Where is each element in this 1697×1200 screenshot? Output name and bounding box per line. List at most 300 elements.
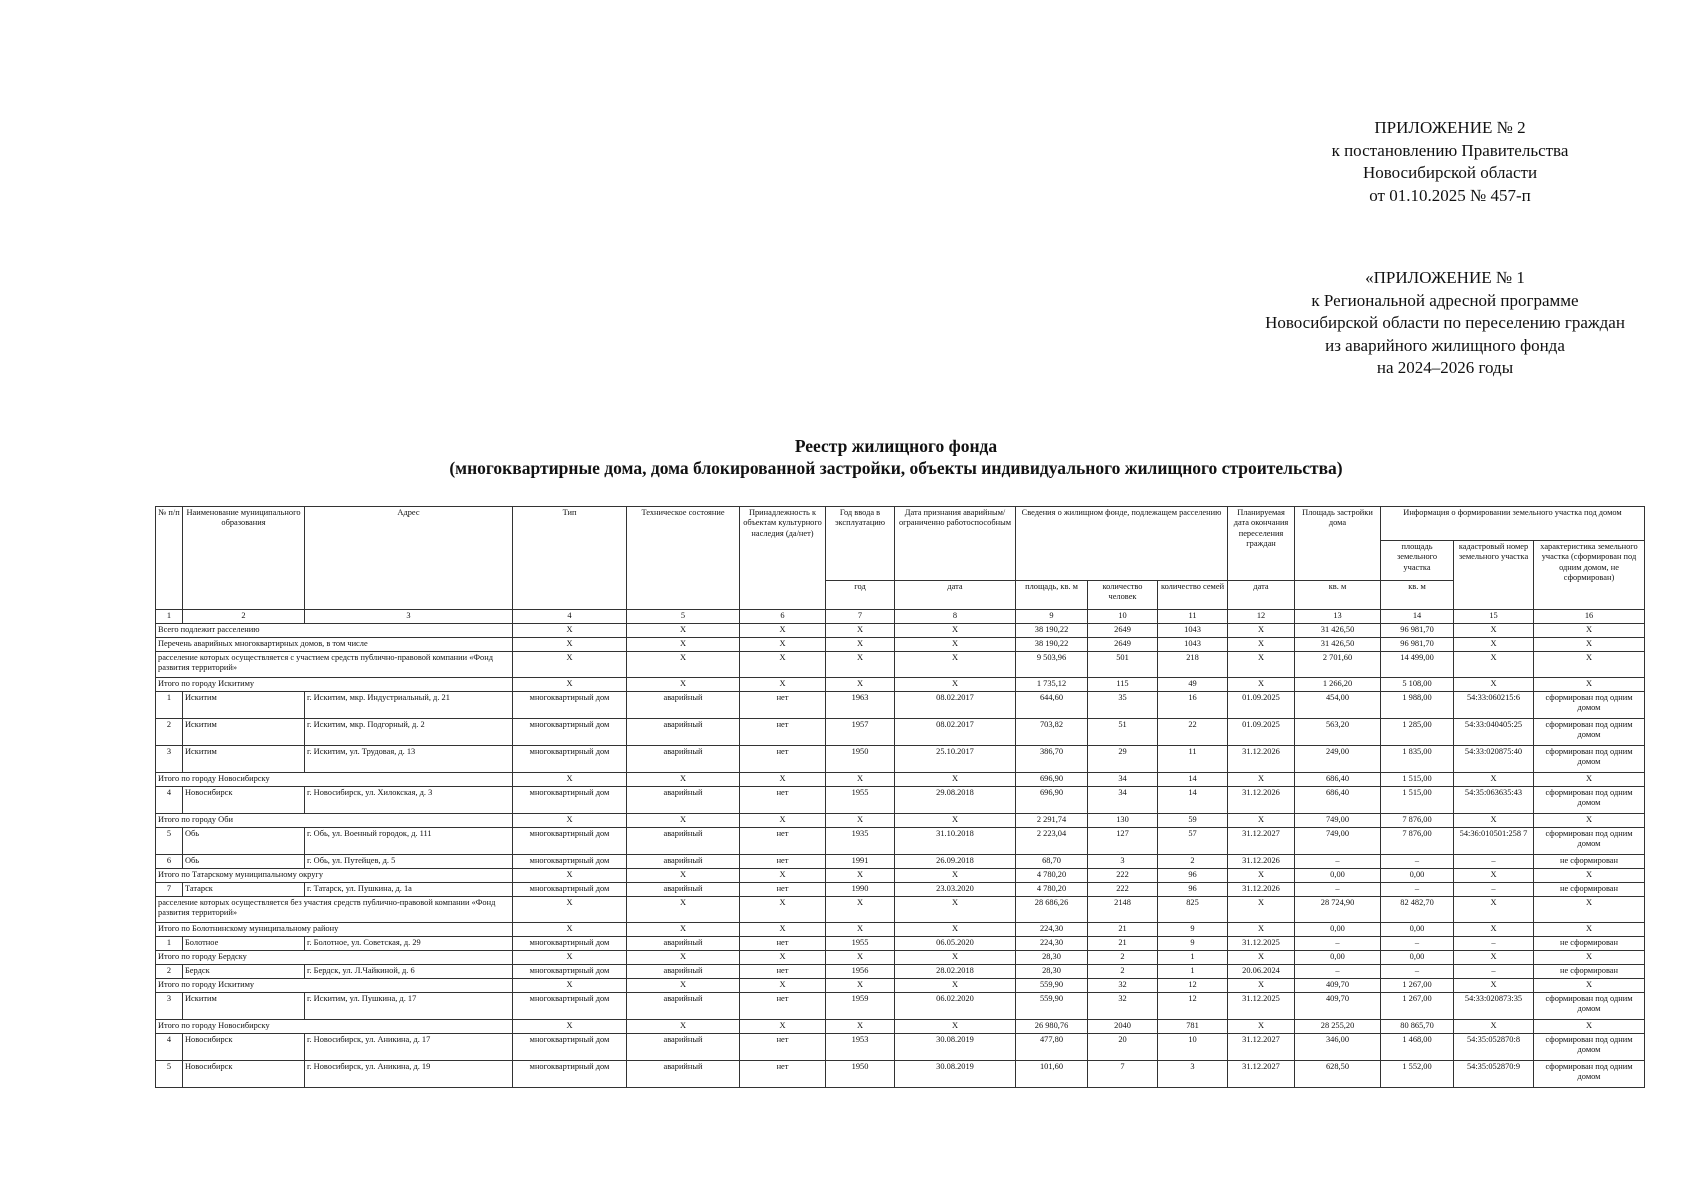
header-year-commission: Год ввода в эксплуатацию: [826, 507, 895, 581]
summary-cell: X: [627, 814, 740, 828]
row-area: 696,90: [1016, 787, 1088, 814]
row-planned-date: 01.09.2025: [1228, 719, 1295, 746]
summary-cell: 218: [1158, 652, 1228, 678]
summary-cell: X: [513, 638, 627, 652]
row-planned-date: 31.12.2025: [1228, 993, 1295, 1020]
row-address: г. Обь, ул. Военный городок, д. 111: [305, 828, 513, 855]
housing-registry-table: [155, 506, 1645, 1088]
summary-cell: X: [740, 652, 826, 678]
row-heritage: нет: [740, 787, 826, 814]
row-area: 2 223,04: [1016, 828, 1088, 855]
summary-cell: 96: [1158, 869, 1228, 883]
table-row: [156, 692, 1645, 719]
header-sqm13: кв. м: [1295, 581, 1381, 610]
row-built-area: 686,40: [1295, 787, 1381, 814]
row-cadastral: 54:35:052870:9: [1454, 1061, 1534, 1088]
row-year: 1935: [826, 828, 895, 855]
summary-cell: X: [895, 951, 1016, 965]
column-number: 8: [895, 610, 1016, 624]
row-year: 1955: [826, 937, 895, 951]
row-condition: аварийный: [627, 1061, 740, 1088]
summary-cell: 31 426,50: [1295, 624, 1381, 638]
row-planned-date: 31.12.2026: [1228, 855, 1295, 869]
row-number: 1: [156, 692, 183, 719]
row-condition: аварийный: [627, 993, 740, 1020]
summary-cell: X: [627, 652, 740, 678]
summary-row: [156, 979, 1645, 993]
summary-cell: X: [895, 1020, 1016, 1034]
row-cadastral: 54:36:010501:258 7: [1454, 828, 1534, 855]
summary-label: Итого по городу Новосибирску: [156, 773, 513, 787]
summary-cell: X: [740, 814, 826, 828]
appendix-2-line: к постановлению Правительства: [1331, 140, 1569, 160]
summary-cell: X: [1228, 624, 1295, 638]
row-type: многоквартирный дом: [513, 828, 627, 855]
row-date: 31.10.2018: [895, 828, 1016, 855]
table-row: [156, 787, 1645, 814]
row-address: г. Болотное, ул. Советская, д. 29: [305, 937, 513, 951]
summary-cell: X: [627, 624, 740, 638]
summary-cell: 28,30: [1016, 951, 1088, 965]
summary-cell: X: [513, 624, 627, 638]
row-built-area: 563,20: [1295, 719, 1381, 746]
summary-cell: X: [1454, 923, 1534, 937]
summary-cell: X: [1454, 869, 1534, 883]
header-condition: Техническое состояние: [627, 507, 740, 610]
row-cadastral: 54:33:040405:25: [1454, 719, 1534, 746]
column-number: 11: [1158, 610, 1228, 624]
row-land-area: –: [1381, 965, 1454, 979]
row-families: 10: [1158, 1034, 1228, 1061]
summary-cell: X: [1534, 979, 1645, 993]
row-number: 5: [156, 1061, 183, 1088]
summary-cell: X: [826, 923, 895, 937]
summary-cell: 749,00: [1295, 814, 1381, 828]
header-municipality: Наименование муниципального образования: [183, 507, 305, 610]
row-planned-date: 31.12.2026: [1228, 746, 1295, 773]
summary-row: [156, 678, 1645, 692]
row-heritage: нет: [740, 719, 826, 746]
row-land-area: 1 285,00: [1381, 719, 1454, 746]
row-year: 1953: [826, 1034, 895, 1061]
summary-cell: X: [895, 652, 1016, 678]
row-planned-date: 31.12.2026: [1228, 883, 1295, 897]
summary-cell: X: [1228, 897, 1295, 923]
summary-cell: 0,00: [1381, 951, 1454, 965]
appendix-1-line: к Региональной адресной программе: [1311, 290, 1579, 310]
summary-cell: X: [1228, 678, 1295, 692]
summary-cell: X: [740, 923, 826, 937]
summary-cell: X: [1228, 652, 1295, 678]
row-address: г. Искитим, ул. Пушкина, д. 17: [305, 993, 513, 1020]
summary-cell: 26 980,76: [1016, 1020, 1088, 1034]
row-address: г. Новосибирск, ул. Хилокская, д. 3: [305, 787, 513, 814]
header-cadastral: кадастровый номер земельного участка: [1454, 541, 1534, 610]
row-people: 34: [1088, 787, 1158, 814]
header-recognition-date: Дата признания аварийным/ограниченно работоспособным: [895, 507, 1016, 581]
header-sqm14: кв. м: [1381, 581, 1454, 610]
summary-label: Итого по городу Оби: [156, 814, 513, 828]
summary-cell: 28 724,90: [1295, 897, 1381, 923]
summary-cell: 686,40: [1295, 773, 1381, 787]
summary-cell: X: [513, 951, 627, 965]
row-people: 51: [1088, 719, 1158, 746]
summary-cell: 115: [1088, 678, 1158, 692]
row-land-area: 1 552,00: [1381, 1061, 1454, 1088]
summary-label: Итого по городу Новосибирску: [156, 1020, 513, 1034]
row-land-area: 1 835,00: [1381, 746, 1454, 773]
row-heritage: нет: [740, 855, 826, 869]
header-date2: дата: [1228, 581, 1295, 610]
row-people: 20: [1088, 1034, 1158, 1061]
row-condition: аварийный: [627, 1034, 740, 1061]
header-land-char: характеристика земельного участка (сформирован под одним домом, не сформирован): [1534, 541, 1645, 610]
row-municipality: Искитим: [183, 719, 305, 746]
table-row: [156, 1034, 1645, 1061]
summary-row: [156, 814, 1645, 828]
summary-cell: X: [1454, 951, 1534, 965]
summary-cell: X: [1454, 1020, 1534, 1034]
row-address: г. Обь, ул. Путейцев, д. 5: [305, 855, 513, 869]
summary-cell: X: [513, 1020, 627, 1034]
summary-cell: X: [627, 678, 740, 692]
row-people: 21: [1088, 937, 1158, 951]
summary-cell: X: [740, 869, 826, 883]
row-date: 08.02.2017: [895, 692, 1016, 719]
summary-cell: X: [826, 951, 895, 965]
row-planned-date: 31.12.2026: [1228, 787, 1295, 814]
header-year: год: [826, 581, 895, 610]
row-municipality: Татарск: [183, 883, 305, 897]
row-planned-date: 31.12.2025: [1228, 937, 1295, 951]
summary-cell: 781: [1158, 1020, 1228, 1034]
row-area: 68,70: [1016, 855, 1088, 869]
summary-label: Перечень аварийных многоквартирных домов, в том числе: [156, 638, 513, 652]
summary-cell: X: [627, 923, 740, 937]
row-land-char: не сформирован: [1534, 937, 1645, 951]
row-type: многоквартирный дом: [513, 1061, 627, 1088]
summary-cell: 14: [1158, 773, 1228, 787]
row-planned-date: 20.06.2024: [1228, 965, 1295, 979]
table-row: [156, 937, 1645, 951]
summary-cell: X: [1454, 652, 1534, 678]
summary-cell: X: [1534, 652, 1645, 678]
row-land-char: не сформирован: [1534, 965, 1645, 979]
table-row: [156, 719, 1645, 746]
summary-cell: 1 515,00: [1381, 773, 1454, 787]
row-area: 703,82: [1016, 719, 1088, 746]
summary-row: [156, 638, 1645, 652]
summary-cell: X: [826, 638, 895, 652]
appendix-2-line: ПРИЛОЖЕНИЕ № 2: [1374, 118, 1526, 137]
column-number: 7: [826, 610, 895, 624]
row-heritage: нет: [740, 1034, 826, 1061]
summary-cell: X: [627, 1020, 740, 1034]
row-land-char: сформирован под одним домом: [1534, 787, 1645, 814]
summary-cell: X: [1534, 869, 1645, 883]
summary-cell: 0,00: [1295, 869, 1381, 883]
appendix-1-line: Новосибирской области по переселению граждан: [1265, 313, 1625, 332]
summary-cell: 96 981,70: [1381, 638, 1454, 652]
row-condition: аварийный: [627, 719, 740, 746]
summary-label: расселение которых осуществляется с участием средств публично-правовой компании «Фонд развития территорий»: [156, 652, 513, 678]
summary-cell: X: [513, 773, 627, 787]
summary-cell: 559,90: [1016, 979, 1088, 993]
summary-cell: X: [895, 979, 1016, 993]
table-row: [156, 1061, 1645, 1088]
summary-cell: X: [1228, 869, 1295, 883]
summary-cell: X: [1534, 814, 1645, 828]
row-planned-date: 01.09.2025: [1228, 692, 1295, 719]
row-land-area: 7 876,00: [1381, 828, 1454, 855]
column-number: 14: [1381, 610, 1454, 624]
row-land-area: 1 988,00: [1381, 692, 1454, 719]
row-people: 7: [1088, 1061, 1158, 1088]
summary-cell: X: [826, 814, 895, 828]
summary-cell: 501: [1088, 652, 1158, 678]
table-body: [156, 624, 1645, 1088]
row-date: 29.08.2018: [895, 787, 1016, 814]
row-families: 14: [1158, 787, 1228, 814]
row-families: 57: [1158, 828, 1228, 855]
summary-cell: X: [740, 979, 826, 993]
summary-cell: X: [740, 678, 826, 692]
row-year: 1963: [826, 692, 895, 719]
row-address: г. Искитим, мкр. Подгорный, д. 2: [305, 719, 513, 746]
summary-cell: X: [740, 897, 826, 923]
row-number: 4: [156, 787, 183, 814]
summary-cell: X: [740, 624, 826, 638]
row-land-char: сформирован под одним домом: [1534, 719, 1645, 746]
row-date: 30.08.2019: [895, 1061, 1016, 1088]
summary-cell: 825: [1158, 897, 1228, 923]
summary-cell: X: [895, 624, 1016, 638]
row-condition: аварийный: [627, 965, 740, 979]
appendix-2-header: [1260, 117, 1640, 207]
row-cadastral: 54:35:052870:8: [1454, 1034, 1534, 1061]
row-number: 2: [156, 965, 183, 979]
summary-cell: X: [895, 814, 1016, 828]
row-families: 96: [1158, 883, 1228, 897]
row-condition: аварийный: [627, 828, 740, 855]
row-year: 1990: [826, 883, 895, 897]
header-planned-date: Планируемая дата окончания переселения граждан: [1228, 507, 1295, 581]
row-planned-date: 31.12.2027: [1228, 1034, 1295, 1061]
header-date: дата: [895, 581, 1016, 610]
summary-cell: X: [895, 923, 1016, 937]
row-number: 7: [156, 883, 183, 897]
table-row: [156, 855, 1645, 869]
column-number: 15: [1454, 610, 1534, 624]
summary-cell: X: [1534, 1020, 1645, 1034]
summary-cell: 1 735,12: [1016, 678, 1088, 692]
row-number: 5: [156, 828, 183, 855]
row-built-area: –: [1295, 965, 1381, 979]
row-cadastral: 54:35:063635:43: [1454, 787, 1534, 814]
summary-row: [156, 624, 1645, 638]
table-row: [156, 746, 1645, 773]
row-cadastral: –: [1454, 937, 1534, 951]
summary-label: Итого по городу Искитиму: [156, 979, 513, 993]
summary-cell: X: [627, 897, 740, 923]
appendix-2-line: от 01.10.2025 № 457-п: [1369, 185, 1531, 205]
row-date: 28.02.2018: [895, 965, 1016, 979]
summary-cell: X: [1534, 951, 1645, 965]
row-number: 2: [156, 719, 183, 746]
table-row: [156, 828, 1645, 855]
row-municipality: Новосибирск: [183, 787, 305, 814]
row-area: 644,60: [1016, 692, 1088, 719]
summary-cell: X: [627, 638, 740, 652]
summary-cell: 409,70: [1295, 979, 1381, 993]
row-cadastral: –: [1454, 855, 1534, 869]
row-number: 4: [156, 1034, 183, 1061]
summary-cell: 7 876,00: [1381, 814, 1454, 828]
summary-cell: X: [513, 979, 627, 993]
row-type: многоквартирный дом: [513, 993, 627, 1020]
column-number: 3: [305, 610, 513, 624]
summary-row: [156, 923, 1645, 937]
registry-title-line1: Реестр жилищного фонда: [794, 436, 998, 456]
row-date: 23.03.2020: [895, 883, 1016, 897]
summary-cell: X: [826, 678, 895, 692]
header-built-area: Площадь застройки дома: [1295, 507, 1381, 581]
row-people: 32: [1088, 993, 1158, 1020]
summary-cell: 59: [1158, 814, 1228, 828]
summary-row: [156, 1020, 1645, 1034]
summary-cell: X: [740, 773, 826, 787]
summary-cell: 2649: [1088, 638, 1158, 652]
summary-label: Итого по Болотнинскому муниципальному району: [156, 923, 513, 937]
row-families: 22: [1158, 719, 1228, 746]
row-date: 30.08.2019: [895, 1034, 1016, 1061]
row-families: 3: [1158, 1061, 1228, 1088]
row-people: 3: [1088, 855, 1158, 869]
summary-cell: X: [1228, 923, 1295, 937]
row-area: 101,60: [1016, 1061, 1088, 1088]
summary-cell: X: [826, 979, 895, 993]
row-year: 1959: [826, 993, 895, 1020]
row-cadastral: –: [1454, 883, 1534, 897]
header-families: количество семей: [1158, 581, 1228, 610]
summary-cell: X: [513, 923, 627, 937]
summary-cell: X: [1228, 814, 1295, 828]
appendix-1-header: [1205, 267, 1685, 380]
summary-cell: X: [627, 773, 740, 787]
summary-cell: X: [826, 652, 895, 678]
row-condition: аварийный: [627, 883, 740, 897]
summary-row: [156, 897, 1645, 923]
summary-cell: 38 190,22: [1016, 638, 1088, 652]
row-area: 559,90: [1016, 993, 1088, 1020]
row-address: г. Татарск, ул. Пушкина, д. 1а: [305, 883, 513, 897]
summary-cell: 28 255,20: [1295, 1020, 1381, 1034]
row-land-char: сформирован под одним домом: [1534, 828, 1645, 855]
summary-cell: X: [895, 773, 1016, 787]
row-area: 477,80: [1016, 1034, 1088, 1061]
summary-cell: 2 291,74: [1016, 814, 1088, 828]
row-address: г. Искитим, ул. Трудовая, д. 13: [305, 746, 513, 773]
appendix-1-line: на 2024–2026 годы: [1376, 358, 1514, 377]
summary-cell: 696,90: [1016, 773, 1088, 787]
summary-cell: 2 701,60: [1295, 652, 1381, 678]
summary-cell: X: [740, 638, 826, 652]
summary-cell: 222: [1088, 869, 1158, 883]
column-number: 2: [183, 610, 305, 624]
summary-cell: X: [1228, 1020, 1295, 1034]
row-families: 1: [1158, 965, 1228, 979]
row-year: 1956: [826, 965, 895, 979]
row-cadastral: 54:33:060215:6: [1454, 692, 1534, 719]
header-land-info: Информация о формировании земельного участка под домом: [1381, 507, 1645, 541]
summary-label: расселение которых осуществляется без участия средств публично-правовой компании «Фонд развития территорий»: [156, 897, 513, 923]
row-condition: аварийный: [627, 855, 740, 869]
row-people: 2: [1088, 965, 1158, 979]
row-condition: аварийный: [627, 787, 740, 814]
row-built-area: –: [1295, 883, 1381, 897]
summary-cell: 82 482,70: [1381, 897, 1454, 923]
summary-cell: X: [1228, 773, 1295, 787]
row-address: г. Искитим, мкр. Индустриальный, д. 21: [305, 692, 513, 719]
summary-cell: X: [826, 1020, 895, 1034]
summary-cell: 1: [1158, 951, 1228, 965]
row-number: 3: [156, 746, 183, 773]
row-municipality: Искитим: [183, 692, 305, 719]
summary-cell: 21: [1088, 923, 1158, 937]
row-municipality: Искитим: [183, 746, 305, 773]
header-area-sqm: площадь, кв. м: [1016, 581, 1088, 610]
summary-cell: 0,00: [1381, 869, 1454, 883]
row-land-area: 1 515,00: [1381, 787, 1454, 814]
summary-cell: X: [513, 678, 627, 692]
summary-cell: X: [1534, 923, 1645, 937]
row-year: 1950: [826, 746, 895, 773]
summary-row: [156, 869, 1645, 883]
row-heritage: нет: [740, 937, 826, 951]
summary-cell: 224,30: [1016, 923, 1088, 937]
appendix-1-line: «ПРИЛОЖЕНИЕ № 1: [1365, 268, 1525, 287]
summary-cell: 9: [1158, 923, 1228, 937]
row-date: 06.02.2020: [895, 993, 1016, 1020]
summary-cell: X: [1534, 897, 1645, 923]
row-date: 25.10.2017: [895, 746, 1016, 773]
summary-cell: X: [1454, 624, 1534, 638]
row-type: многоквартирный дом: [513, 855, 627, 869]
row-address: г. Новосибирск, ул. Аникина, д. 19: [305, 1061, 513, 1088]
row-cadastral: 54:33:020875:40: [1454, 746, 1534, 773]
row-land-area: 1 267,00: [1381, 993, 1454, 1020]
row-type: многоквартирный дом: [513, 719, 627, 746]
summary-label: Итого по Татарскому муниципальному округу: [156, 869, 513, 883]
summary-cell: X: [513, 814, 627, 828]
summary-cell: X: [740, 951, 826, 965]
summary-cell: X: [1454, 979, 1534, 993]
row-municipality: Новосибирск: [183, 1034, 305, 1061]
row-type: многоквартирный дом: [513, 937, 627, 951]
row-people: 29: [1088, 746, 1158, 773]
summary-cell: X: [513, 869, 627, 883]
summary-cell: X: [1228, 979, 1295, 993]
summary-cell: 38 190,22: [1016, 624, 1088, 638]
appendix-1-line: из аварийного жилищного фонда: [1325, 335, 1565, 355]
row-number: 3: [156, 993, 183, 1020]
column-number: 5: [627, 610, 740, 624]
summary-cell: 1043: [1158, 638, 1228, 652]
summary-cell: X: [826, 897, 895, 923]
summary-cell: 31 426,50: [1295, 638, 1381, 652]
row-municipality: Искитим: [183, 993, 305, 1020]
row-built-area: 346,00: [1295, 1034, 1381, 1061]
